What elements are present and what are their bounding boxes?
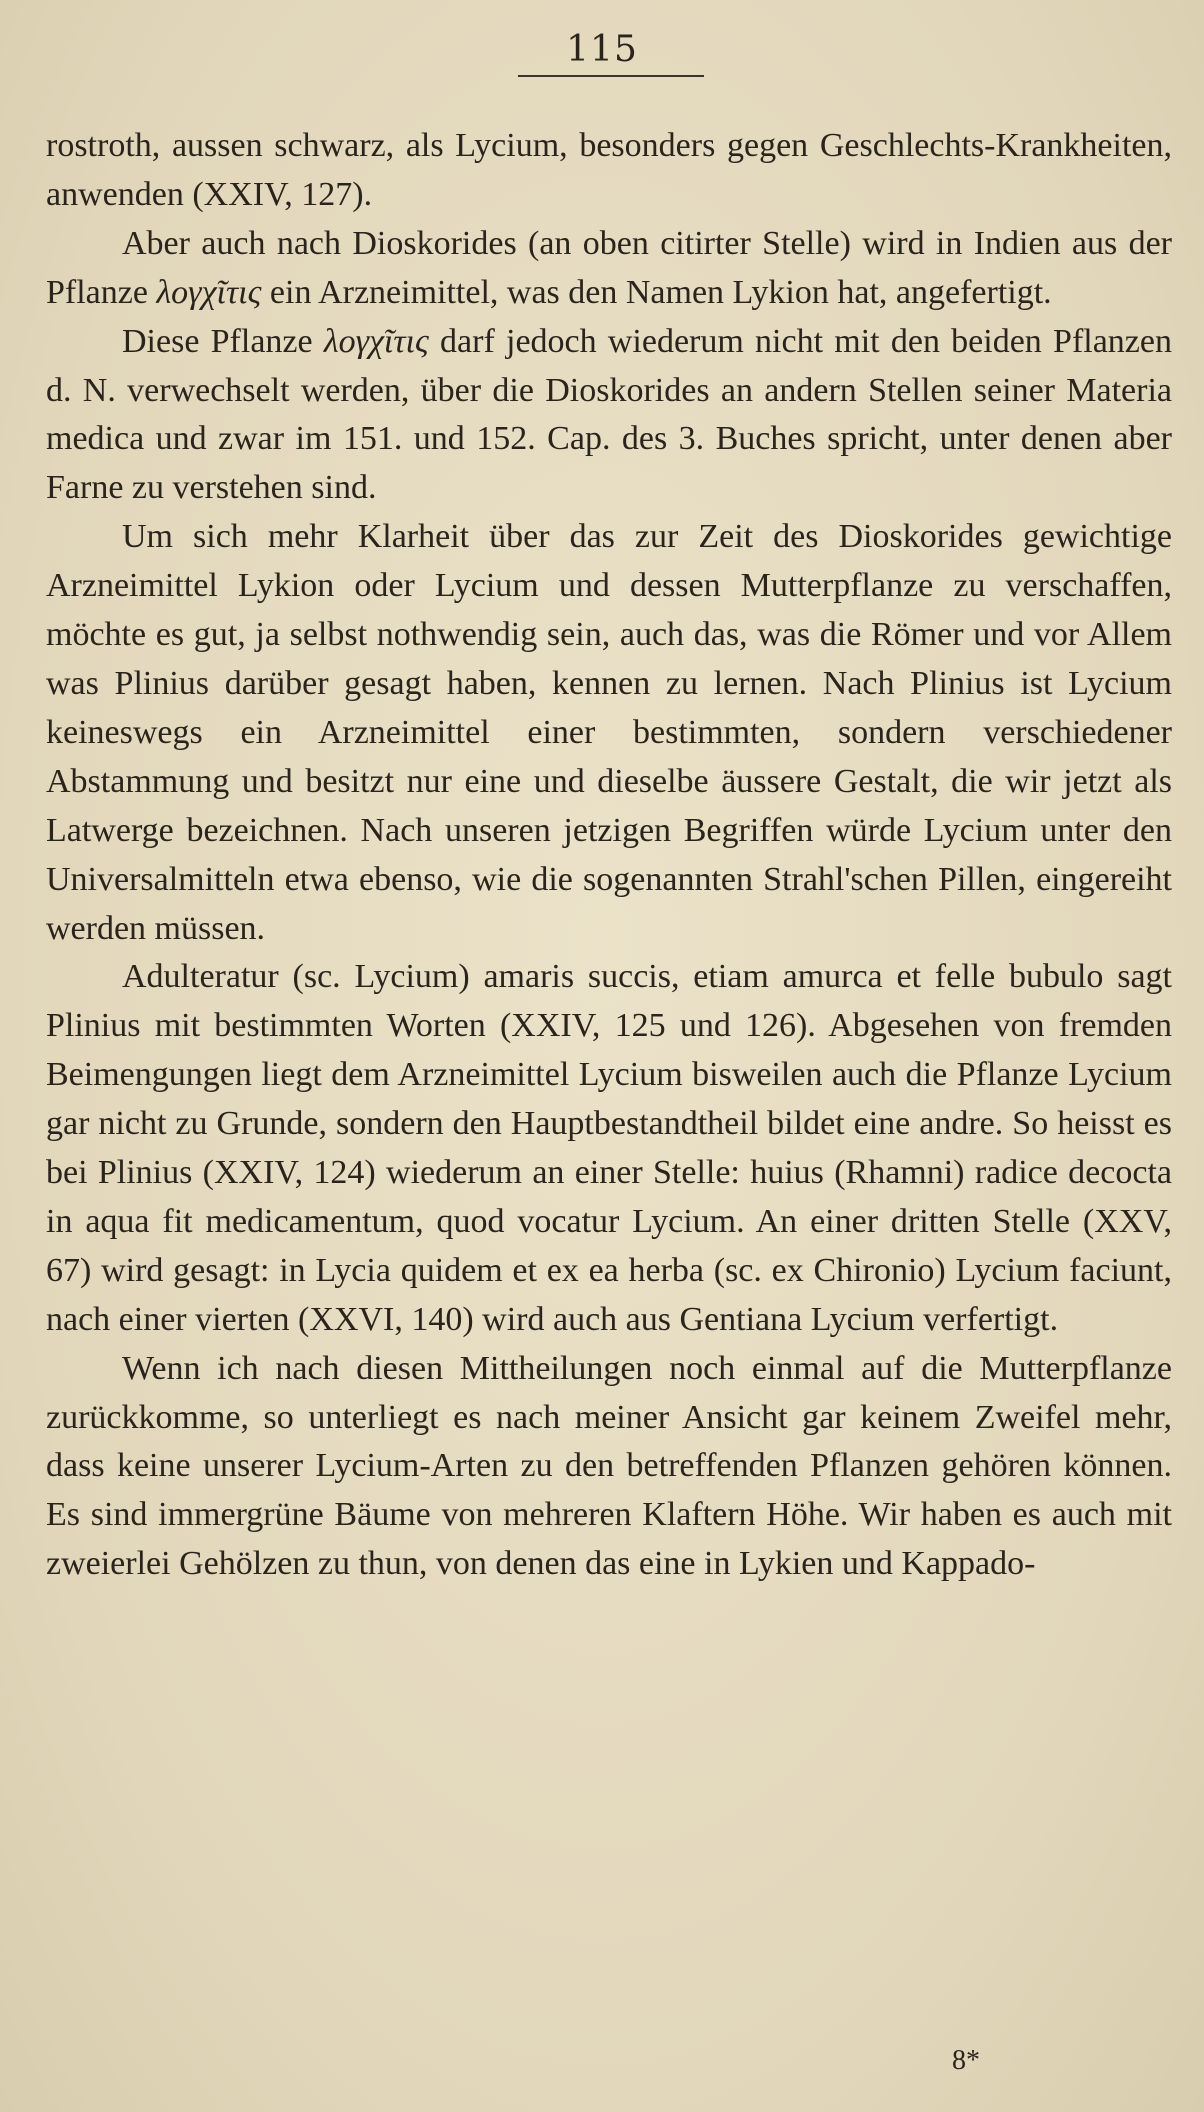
header-rule (518, 75, 704, 77)
paragraph-3 (46, 318, 1172, 514)
greek-term: λογχῖτις (156, 273, 262, 311)
paragraph-6 (46, 1345, 1172, 1590)
paragraph-text: Adulteratur (sc. Lycium) amaris succis, etiam amurca et felle bubulo sagt Plinius mit bestimmten Worten (XXIV, 125 und 126). Abgesehen von fremden Beimengungen liegt dem Arzneimittel Lycium bisweilen auch die Pflanze Lycium gar nicht zu Grunde, sondern den Hauptbestandtheil bildet eine andre. So heisst es bei Plinius (XXIV, 124) wiederum an einer Stelle: huius (Rhamni) radice decocta in aqua fit medicamentum, quod vocatur Lycium. An einer dritten Stelle (XXV, 67) wird gesagt: in Lycia quidem et ex ea herba (sc. ex Chironio) Lycium faciunt, nach einer vierten (XXVI, 140) wird auch aus Gentiana Lycium verfertigt. (46, 958, 1172, 1338)
paragraph-text: rostroth, aussen schwarz, als Lycium, besonders gegen Geschlechts-Krankheiten, anwenden (XXIV, 127). (46, 127, 1172, 213)
paragraph-1 (46, 122, 1172, 220)
paragraph-text: Um sich mehr Klarheit über das zur Zeit des Dioskorides gewichtige Arzneimittel Lykion oder Lycium und dessen Mutterpflanze zu verschaffen, möchte es gut, ja selbst nothwendig sein, auch das, was die Römer und vor Allem was Plinius darüber gesagt haben, kennen zu lernen. Nach Plinius ist Lycium keineswegs ein Arzneimittel einer bestimmten, sondern verschiedener Abstammung und besitzt nur eine und dieselbe äussere Gestalt, die wir jetzt als Latwerge bezeichnen. Nach unseren jetzigen Begriffen würde Lycium unter den Universalmitteln etwa ebenso, wie die sogenannten Strahl'schen Pillen, eingereiht werden müssen. (46, 518, 1172, 947)
paragraph-text: darf jedoch wiederum nicht mit den beiden Pflanzen d. N. verwechselt werden, über die Dioskorides an andern Stellen seiner Materia medica und zwar im 151. und 152. Cap. des 3. Buches spricht, unter denen aber Farne zu verstehen sind. (46, 322, 1172, 507)
greek-term: λογχῖτις (323, 322, 429, 360)
paragraph-text: Wenn ich nach diesen Mittheilungen noch einmal auf die Mutterpflanze zurückkomme, so unterliegt es nach meiner Ansicht gar keinem Zweifel mehr, dass keine unserer Lycium-Arten zu den betreffenden Pflanzen gehören können. Es sind immergrüne Bäume von mehreren Klaftern Höhe. Wir haben es auch mit zweierlei Gehölzen zu thun, von denen das eine in Lykien und Kappado- (46, 1349, 1172, 1583)
paragraph-text: Aber auch nach Dioskorides (an oben citirter Stelle) wird in Indien aus der Pflanze (46, 224, 1172, 311)
signature-mark: 8* (952, 2045, 980, 2076)
paragraph-text: Diese Pflanze (122, 322, 324, 360)
paragraph-2 (46, 220, 1172, 318)
paragraph-text: ein Arzneimittel, was den Namen Lykion hat, angefertigt. (261, 273, 1052, 311)
body-text (46, 122, 1172, 1589)
paragraph-5 (46, 953, 1172, 1344)
paragraph-4 (46, 513, 1172, 953)
page-number: 115 (566, 29, 638, 70)
